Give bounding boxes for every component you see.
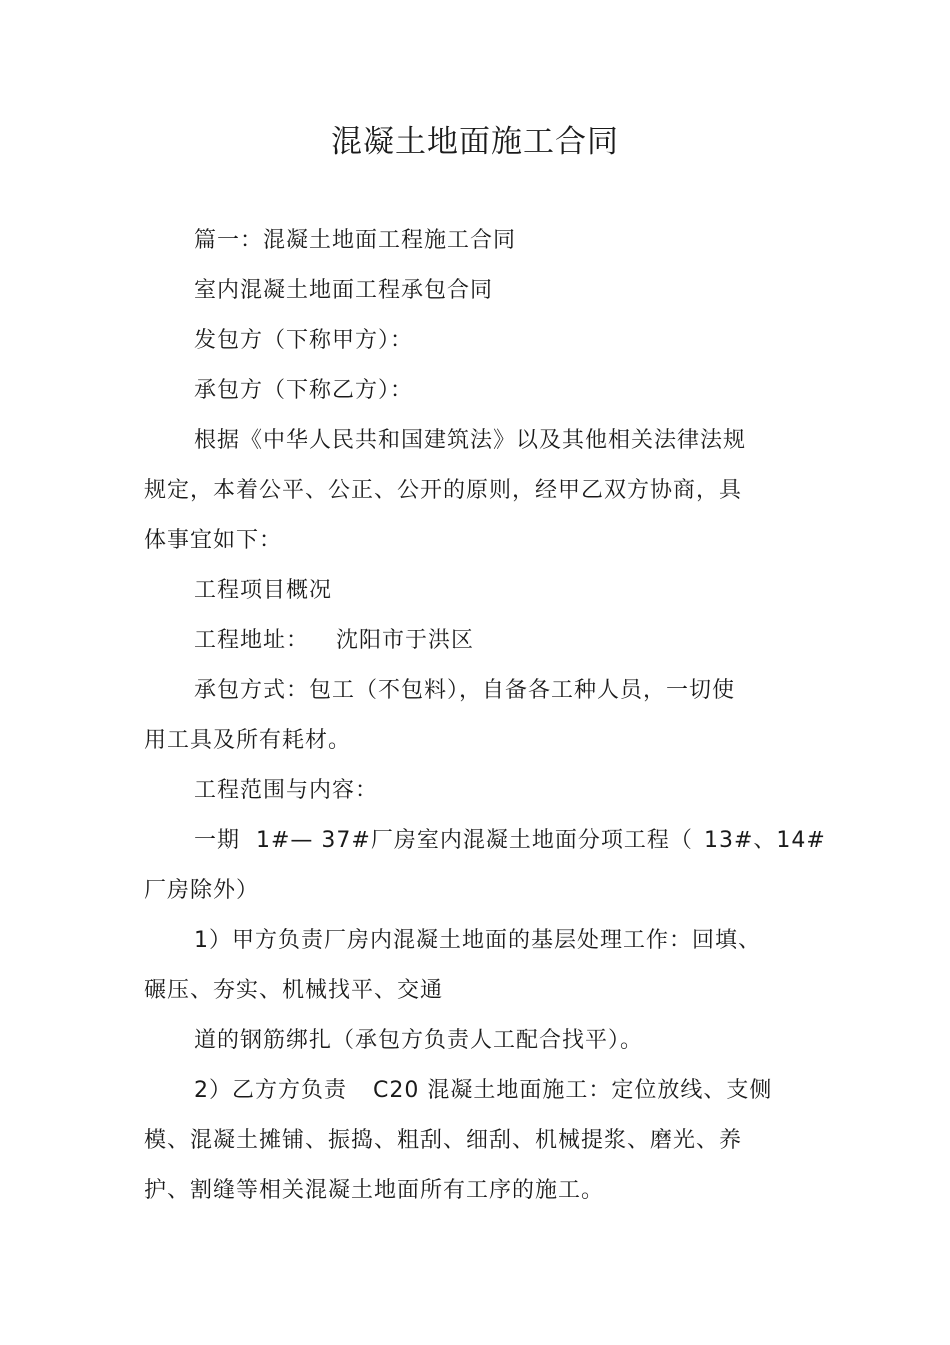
document-title: 混凝土地面施工合同	[331, 124, 619, 160]
address-value: 沈阳市于洪区	[336, 628, 475, 653]
paragraph-line: 厂房除外）	[144, 878, 260, 903]
section-heading: 工程项目概况	[194, 578, 333, 603]
paragraph-line: 碾压、夯实、机械找平、交通	[144, 978, 444, 1003]
paragraph-line: 规定，本着公平、公正、公开的原则，经甲乙双方协商，具	[144, 478, 743, 503]
paragraph-line: 道的钢筋绑扎（承包方负责人工配合找平）。	[194, 1028, 644, 1053]
paragraph-line: 用工具及所有耗材。	[144, 728, 352, 753]
list-item-1: 1）甲方负责厂房内混凝土地面的基层处理工作：回填、	[194, 928, 761, 953]
address-label: 工程地址：	[194, 628, 310, 653]
party-a-line: 发包方（下称甲方）：	[194, 328, 414, 353]
excluded-buildings: 13#、14#	[704, 828, 826, 853]
paragraph-line: 护、割缝等相关混凝土地面所有工序的施工。	[144, 1178, 605, 1203]
section-heading: 工程范围与内容：	[194, 778, 379, 803]
paragraph-line: 体事宜如下：	[144, 528, 283, 553]
phase-label: 一期	[194, 828, 241, 853]
contract-name: 室内混凝土地面工程承包合同	[194, 278, 494, 303]
paragraph-line: 模、混凝土摊铺、振捣、粗刮、细刮、机械提浆、磨光、养	[144, 1128, 743, 1153]
paragraph-line: 根据《中华人民共和国建筑法》以及其他相关法律法规	[194, 428, 747, 453]
chapter-heading: 篇一：混凝土地面工程施工合同	[194, 228, 517, 253]
list-item-2: 2）乙方方负责	[194, 1078, 347, 1103]
scope-text: 1#— 37#厂房室内混凝土地面分项工程（	[256, 828, 693, 853]
concrete-spec: C20 混凝土地面施工：定位放线、支侧	[373, 1078, 773, 1103]
paragraph-line: 承包方式：包工（不包料），自备各工种人员，一切使	[194, 678, 736, 703]
party-b-line: 承包方（下称乙方）：	[194, 378, 414, 403]
